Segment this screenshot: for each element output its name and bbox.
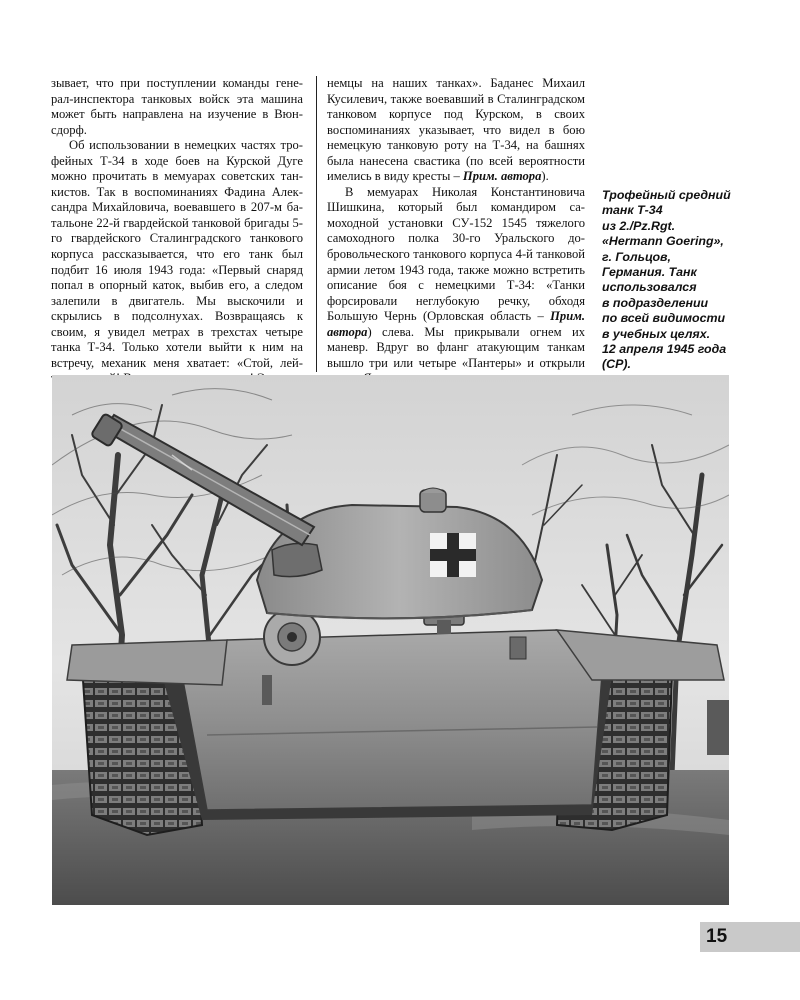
caption-line: Трофейный средний: [602, 188, 731, 202]
column-divider: [316, 76, 317, 372]
paragraph-text: немцы на наших танках». Баданес Михаил Кусилевич, также воевавший в Сталинградском танковом корпусе под Курском, в своих воспоминаниях указывает, что видел в бою немецкую танковую роту на Т-34, на башнях была нанесена свастика (по всей вероятности имелись в виду кресты –: [327, 76, 585, 184]
caption-line: (СР).: [602, 357, 631, 372]
author-note: Прим. автора: [462, 169, 542, 184]
paragraph-text: ) слева. Мы прикрывали огнем их маневр. Вдруг во фланг атакующим танкам вышло три или четыре «Пантеры» и открыли: [327, 324, 585, 370]
tank-photo: [52, 375, 729, 905]
paragraph-text: ).: [541, 169, 549, 184]
paragraph: Об использовании в немецких частях трофейных Т-34 в ходе боев на Курской Дуге можно прочитать в мемуарах советских танкистов. Так в воспоминаниях Фадина Александра Михайловича, воевавшего в 207-м батальоне 22-й гвардейской танковой бригады 5-го гвардейского Сталинградского танкового корпуса рассказывается, что его танк был подбит 16 июля 1943 года: «Первый снаряд попал в опорный каток, выбив его, а следом залепили в двигатель. Мы выскочили и скрылись в подсолнухах. Возвращаясь к своим, я увидел метрах в трехстах четыре танка Т-34. Только хотели выйти к ним на встречу, механик меня хватает: «Стой, лей: [51, 138, 303, 370]
page-number: 15: [706, 926, 728, 947]
text-column-left: [51, 76, 303, 387]
caption-line: в учебных целях.: [602, 326, 711, 341]
caption-line: Германия. Танк: [602, 265, 697, 280]
text-column-right: [327, 76, 585, 387]
caption-line: использовался: [602, 280, 697, 295]
balkenkreuz-icon: [430, 533, 476, 577]
caption-line: из 2./Pz.Rgt.: [602, 218, 676, 233]
caption-line: «Hermann Goering»,: [602, 234, 724, 249]
caption-line: г. Гольцов,: [602, 249, 671, 264]
caption-line: в подразделении: [602, 295, 709, 310]
caption-line: 12 апреля 1945 года: [602, 342, 727, 357]
background-building: [707, 700, 729, 755]
caption-line: танк Т-34: [602, 203, 663, 218]
paragraph-text: В мемуарах Николая Константиновича Шишкина, который был командиром самоходной установки СУ-152 1545 тяжелого самоходного полка 30-го Уральского добровольческого танкового корпуса 4-й танковой армии летом 1943 года, также можно встретить описание боя с немецкими Т-34: «Танки форсировали неглубокую речку, обходя Большую Чернь (Орловская область –: [327, 184, 585, 324]
author-note: Прим. автора: [327, 309, 585, 339]
paragraph: [327, 76, 585, 185]
paragraph: [327, 185, 585, 387]
photo-caption: [602, 188, 752, 373]
caption-line: по всей видимости: [602, 311, 726, 326]
paragraph: зывает, что при поступлении команды генерал-инспектора танковых войск эта машина может быть направлена на изучение в Вюнсдорф.: [51, 76, 303, 137]
